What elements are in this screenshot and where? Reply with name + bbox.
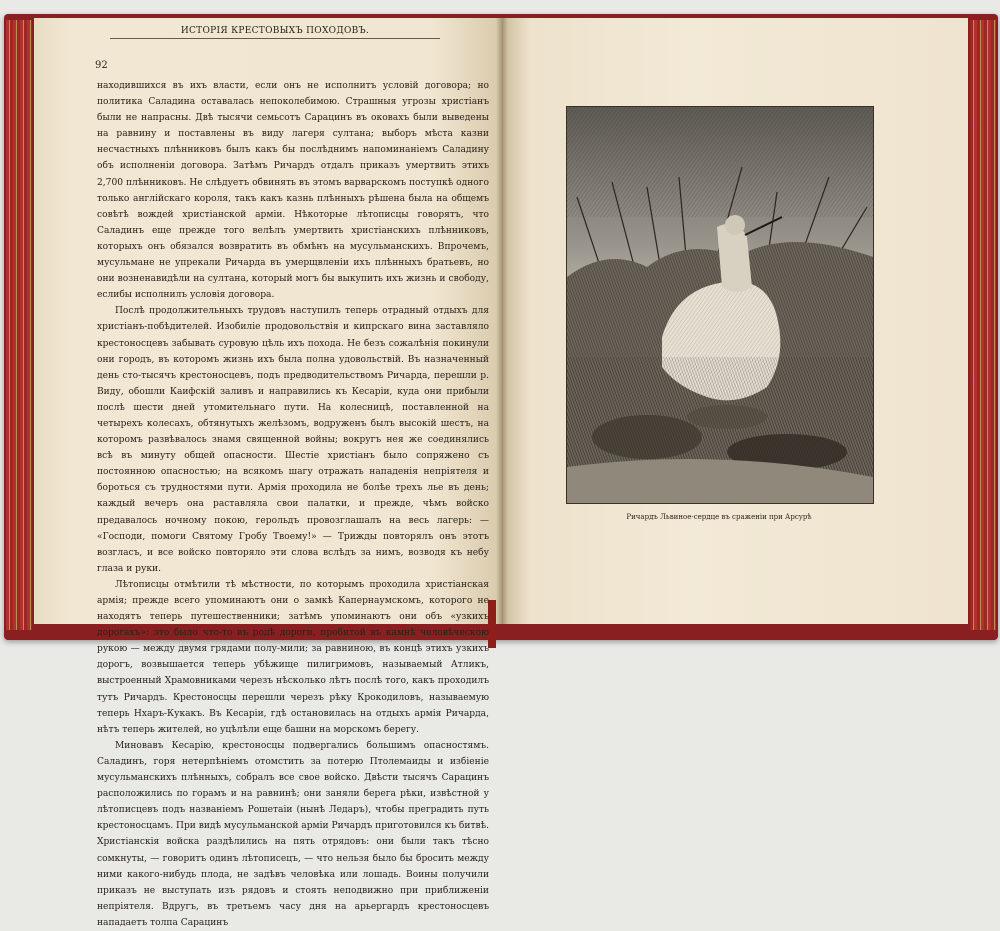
body-text	[97, 78, 489, 928]
page-edges-right	[970, 20, 996, 630]
paragraph: находившихся въ ихъ власти, если онъ не исполнитъ условій договора; но политика Саладина оставалась непоколебимою. Страшныя угрозы христіанъ были не напрасны. Двѣ тысячи семьсотъ Сарацинъ въ оковахъ были выведены на равнину и поставлены въ виду лагеря султана; выборъ мѣста казни несчастныхъ плѣнниковъ былъ какъ бы послѣднимъ напоминаніемъ Саладину объ исполненіи договора. Затѣмъ Ричардъ отдалъ приказъ умертвить этихъ 2,700 плѣнниковъ. Не слѣдуетъ обвинять въ этомъ варварскомъ поступкѣ одного только англійскаго короля, такъ какъ казнь плѣнныхъ рѣшена была на общемъ совѣтѣ вождей христіанской арміи. Нѣкоторые лѣтописцы говорятъ, что Саладинъ еще прежде того велѣлъ умертвить христіанскихъ плѣнниковъ, которыхъ онъ обязался возвратить въ обмѣнъ на мусульманскихъ. Впрочемъ, мусульмане не упрекали Ричарда въ умерщвленіи ихъ плѣнныхъ братьевъ, но они возненавидѣли на султана, который могъ бы выкупить ихъ жизнь и свободу, еслибы исполнилъ условія договора.	[97, 81, 489, 301]
paragraph: Лѣтописцы отмѣтили тѣ мѣстности, по которымъ проходила христіанская армія; прежде всего упоминаютъ они о замкѣ Капернаумскомъ, которого не находятъ теперь путешественники; затѣмъ упоминаютъ они объ «узкихъ дорогахъ»: это было что-то въ родѣ дороги, пробитой въ камнѣ человѣческою рукою — между двумя грядами полу-мили; за равниною, въ концѣ этихъ узкихъ дорогъ, возвышается теперь убѣжище пилигримовъ, называемый Атликъ, выстроенный Храмовниками черезъ нѣсколько лѣтъ послѣ того, какъ проходилъ тутъ Ричардъ. Крестоносцы перешли черезъ рѣку Крокодиловъ, называемую теперь Нхаръ-Кукакъ. Въ Кесаріи, гдѣ остановилась на отдыхъ армія Ричарда, нѣтъ теперь жителей, но уцѣлѣли еще башни на морскомъ берегу.	[97, 579, 489, 735]
paragraph: Миновавъ Кесарію, крестоносцы подвергались большимъ опасностямъ. Саладинъ, горя нетерпѣніемъ отомстить за потерю Птолемаиды и избіеніе мусульманскихъ плѣнныхъ, собралъ все свое войско. Двѣсти тысячъ Сарацинъ расположились по горамъ и на равнинѣ; они заняли берега рѣки, извѣстной у лѣтописцевъ подъ названіемъ Рошетаіи (нынѣ Ледаръ), чтобы преградить путь крестоносцамъ. При видѣ мусульманской арміи Ричардъ приготовился къ битвѣ. Христіанскія войска раздѣлились на пять отрядовъ: они были такъ тѣсно сомкнуты, — говоритъ одинъ лѣтописецъ, — что нельзя было бы бросить между ними какого-нибудь плода, не задѣвъ человѣка или лошадь. Воины получили приказъ не выступать изъ рядовъ и стоять неподвижно при приближеніи непріятеля. Вдругъ, въ третьемъ часу дня на арьергардъ крестоносцевъ нападаетъ толпа Сарацинъ	[97, 740, 489, 928]
engraving-image	[567, 107, 873, 503]
page-edges-left	[6, 20, 32, 630]
page-number: 92	[95, 60, 108, 71]
book-gutter	[496, 18, 508, 624]
ribbon-bookmark	[488, 600, 496, 648]
running-head: ИСТОРІЯ КРЕСТОВЫХЪ ПОХОДОВЪ.	[110, 26, 440, 39]
battle-engraving	[566, 106, 874, 504]
paragraph: Послѣ продолжительныхъ трудовъ наступилъ теперь отрадный отдыхъ для христіанъ-побѣдителей. Изобиліе продовольствія и кипрскаго вина заставляло крестоносцевъ забывать суровую цѣль ихъ похода. Не безъ сожалѣнія покинули они городъ, въ которомъ жизнь ихъ была полна удовольствій. Въ назначенный день сто-тысячъ крестоносцевъ, подъ предводительствомъ Ричарда, перешли р. Виду, обошли Каифскій заливъ и направились къ Кесаріи, куда они прибыли послѣ шести дней утомительнаго пути. На колесницѣ, поставленной на четырехъ колесахъ, обтянутыхъ желѣзомъ, водруженъ былъ высокій шестъ, на которомъ развѣвалось знамя священной войны; вокругъ нея же соединялись всѣ въ минуту общей опасности. Шестіе христіанъ было сопряжено съ постоянною опасностью; на всякомъ шагу отражать нападенія непріятеля и бороться съ трудностями пути. Армія проходила не болѣе трехъ лье въ день; каждый вечеръ она раставляла свои палатки, и прежде, чѣмъ войско предавалось ночному покою, герольдъ провозглашалъ на весь лагерь: — «Господи, помоги Святому Гробу Твоему!» — Трижды повторялъ онъ этотъ возгласъ, и все войско повторяло эти слова вслѣдъ за нимъ, возводя къ небу глаза и руки.	[97, 306, 489, 574]
illustration-caption: Ричардъ Львиное-сердце въ сраженіи при Арсурѣ	[626, 513, 812, 521]
